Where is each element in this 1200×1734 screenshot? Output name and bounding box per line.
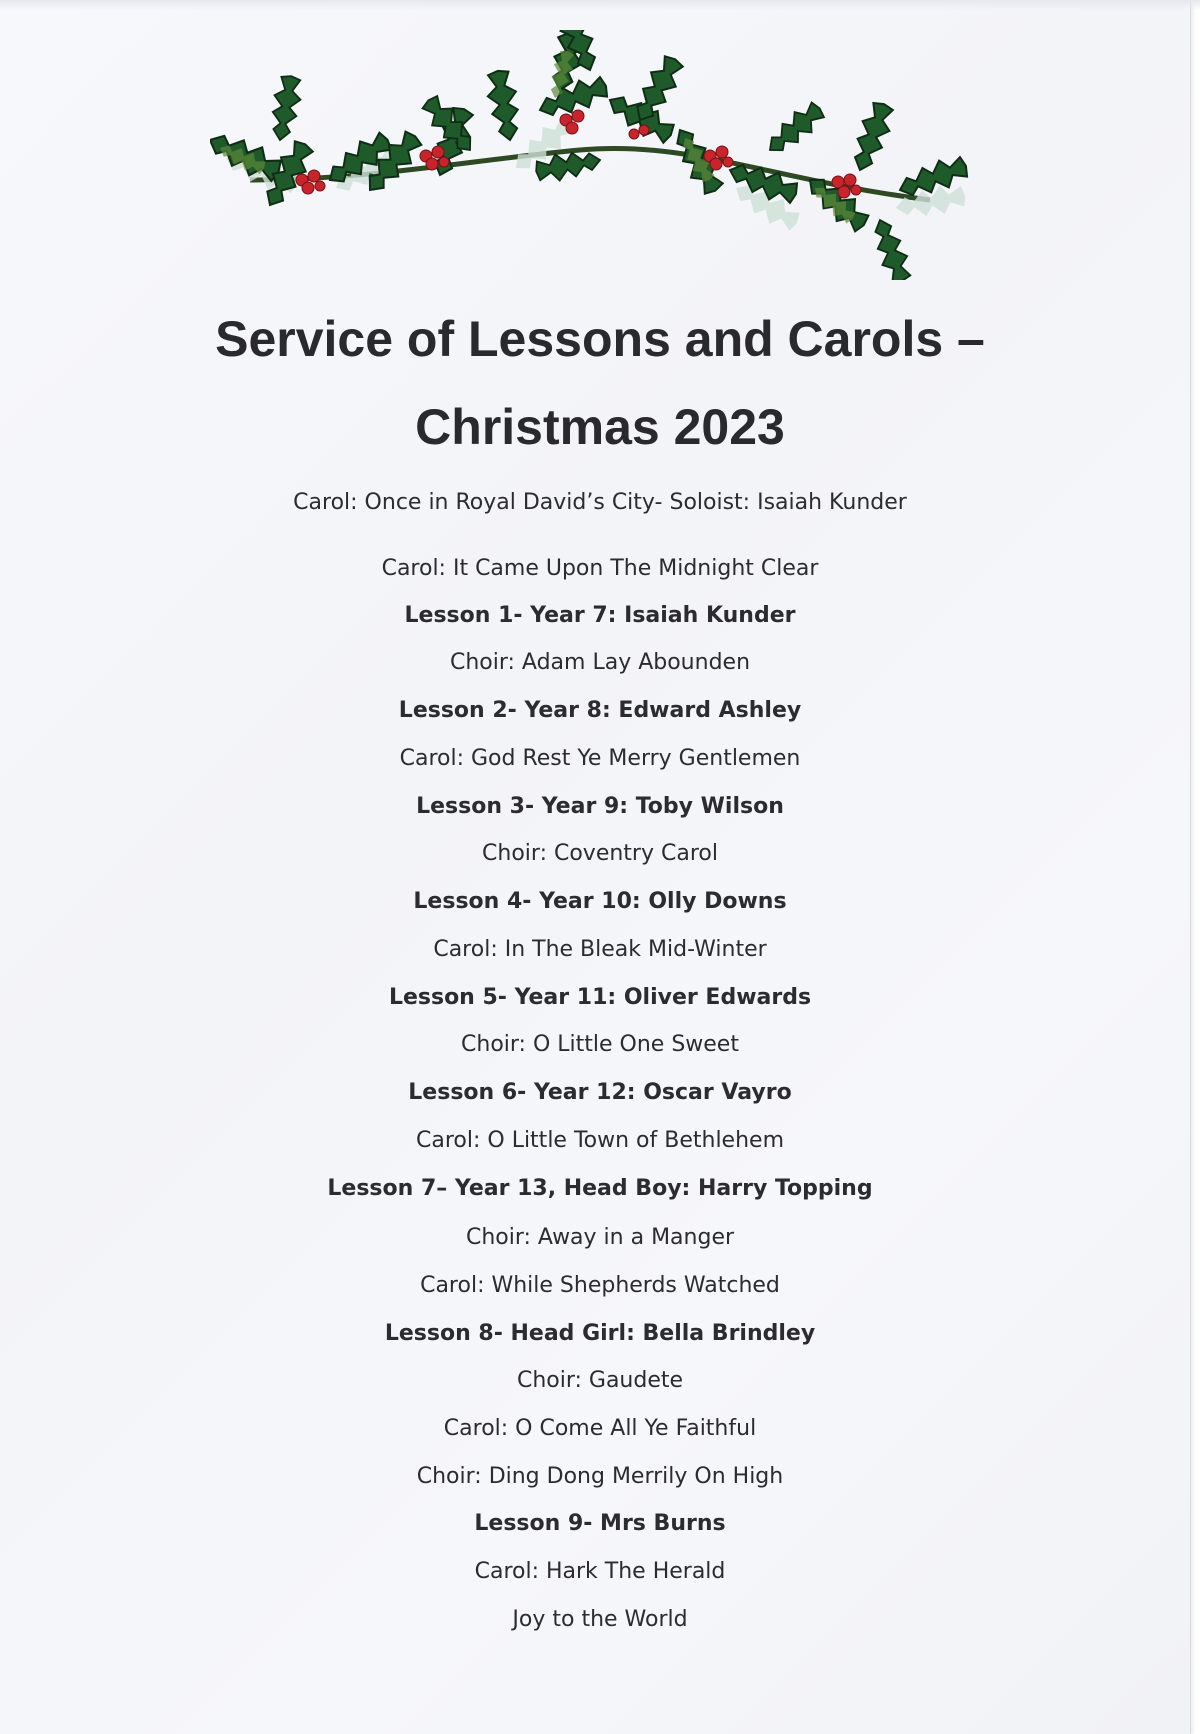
choir-entry: Choir: Coventry Carol (482, 841, 718, 866)
carol-entry: Carol: Once in Royal David’s City- Soloist: Isaiah Kunder (293, 490, 907, 515)
carol-entry: Carol: It Came Upon The Midnight Clear (381, 556, 819, 581)
carol-entry: Carol: God Rest Ye Merry Gentlemen (399, 746, 801, 771)
lesson-entry: Lesson 9- Mrs Burns (474, 1511, 726, 1536)
choir-entry: Choir: O Little One Sweet (461, 1032, 739, 1057)
page-title-line-1: Service of Lessons and Carols – (215, 311, 985, 367)
page-edge (0, 0, 1200, 10)
carol-entry: Joy to the World (512, 1607, 688, 1632)
carol-entry: Carol: In The Bleak Mid-Winter (433, 937, 767, 962)
carol-entry: Carol: O Little Town of Bethlehem (416, 1128, 784, 1153)
lesson-entry: Lesson 7– Year 13, Head Boy: Harry Topping (327, 1176, 873, 1201)
carol-entry: Carol: While Shepherds Watched (420, 1273, 780, 1298)
carol-entry: Carol: O Come All Ye Faithful (443, 1416, 757, 1441)
lesson-entry: Lesson 8- Head Girl: Bella Brindley (384, 1321, 816, 1346)
choir-entry: Choir: Adam Lay Abounden (449, 650, 751, 675)
holly-garland-icon (210, 30, 1050, 280)
lesson-entry: Lesson 5- Year 11: Oliver Edwards (388, 985, 812, 1010)
choir-entry: Choir: Ding Dong Merrily On High (416, 1464, 784, 1489)
lesson-entry: Lesson 2- Year 8: Edward Ashley (398, 698, 802, 723)
lesson-entry: Lesson 1- Year 7: Isaiah Kunder (404, 603, 796, 628)
lesson-entry: Lesson 3- Year 9: Toby Wilson (416, 794, 784, 819)
page-title-line-2: Christmas 2023 (415, 399, 785, 455)
lesson-entry: Lesson 6- Year 12: Oscar Vayro (408, 1080, 792, 1105)
choir-entry: Choir: Away in a Manger (465, 1225, 735, 1250)
carol-entry: Carol: Hark The Herald (474, 1559, 726, 1584)
choir-entry: Choir: Gaudete (516, 1368, 684, 1393)
lesson-entry: Lesson 4- Year 10: Olly Downs (413, 889, 787, 914)
